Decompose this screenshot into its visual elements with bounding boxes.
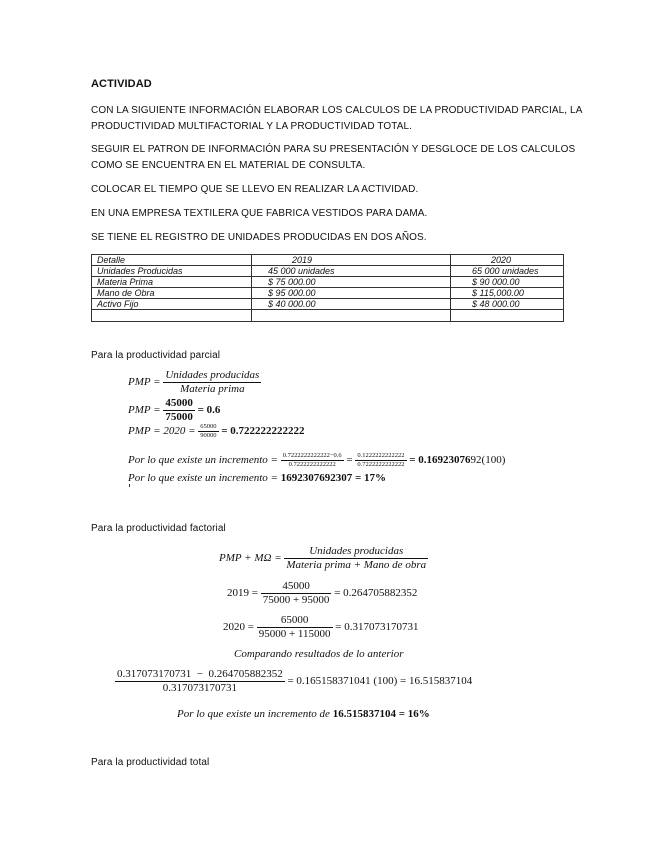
header-cell: Detalle [92,255,252,266]
comparison-result: = 0.165158371041 (100) = 16.515837104 [287,675,473,688]
increment-label: Por lo que existe un incremento de [177,708,330,720]
eq-denominator: 95000 + 115000 [258,628,331,640]
formula-numerator: Unidades producidas [284,545,428,559]
instruction-5: SE TIENE EL REGISTRO DE UNIDADES PRODUCIDAS EN DOS AÑOS. [91,232,427,243]
eq-label: PMP = [128,404,161,417]
production-data-table [91,254,564,322]
increment-fraction-2 [355,452,406,469]
eq-denominator: 75000 + 95000 [262,594,330,606]
partial-productivity-heading: Para la productividad parcial [91,350,221,361]
instruction-1-line-1: CON LA SIGUIENTE INFORMACIÓN ELABORAR LOS CALCULOS DE LA PRODUCTIVIDAD PARCIAL, LA [91,105,583,116]
table-cell: 45 000 unidades [252,266,451,277]
table-header-row [92,255,564,266]
compare-caption: Comparando resultados de lo anterior [234,648,404,660]
stray-mark [129,484,130,487]
increment-value: 1692307692307 = 17% [280,472,387,484]
partial-increment-conclusion [128,472,386,484]
table-cell: $ 48 000.00 [451,299,564,310]
increment-label: Por lo que existe un incremento = [128,454,278,467]
multifactor-increment-conclusion [177,708,430,720]
table-row [92,277,564,288]
eq-result: = 0.264705882352 [334,587,418,600]
fraction-numerator: 0.7222222222222−0.6 [282,452,342,459]
factorial-productivity-heading: Para la productividad factorial [91,523,226,534]
pmp-formula [128,369,261,396]
pmp-fraction [163,369,261,396]
eq-numerator: 65000 [200,423,217,430]
comparison-denominator: 0.317073170731 [162,682,237,694]
instruction-3: COLOCAR EL TIEMPO QUE SE LLEVO EN REALIZAR LA ACTIVIDAD. [91,184,419,195]
eq-denominator: 75000 [165,411,193,423]
header-cell: 2020 [451,255,564,266]
multifactor-comparison-equation [115,668,472,695]
header-cell: 2019 [252,255,451,266]
increment-label: Por lo que existe un incremento = [128,472,278,484]
table-cell: $ 95 000.00 [252,288,451,299]
instruction-4: EN UNA EMPRESA TEXTILERA QUE FABRICA VESTIDOS PARA DAMA. [91,208,428,219]
eq-fraction [198,423,218,440]
formula-fraction [284,545,428,572]
eq-denominator: 90000 [200,432,217,439]
eq-numerator: 45000 [261,580,332,594]
multifactor-2020-equation [223,614,418,641]
pmp-label: PMP = [128,376,161,389]
table-cell [92,310,252,322]
eq-numerator: 45000 [165,397,193,409]
table-cell: 65 000 unidades [451,266,564,277]
table-cell: Materia Prima [92,277,252,288]
table-row [92,299,564,310]
eq-numerator: 65000 [257,614,333,628]
increment-result-tail: 92(100) [470,454,506,467]
eq-result: = 0.6 [197,404,221,417]
table-row [92,310,564,322]
partial-increment-equation: Por lo que existe un incremento = $\frac{0.7222222222222-0.6}{0.7222222222222}$ = $\frac{0.1222222222222}{0.7222222222222}$ = 0.1692307692(100) [128,452,506,468]
table-cell: $ 40 000.00 [252,299,451,310]
fraction-numerator: 0.1222222222222 [357,452,405,459]
table-row [92,288,564,299]
increment-fraction-1 [281,452,344,469]
table-cell: $ 75 000.00 [252,277,451,288]
table-cell [451,310,564,322]
activity-title: ACTIVIDAD [91,78,152,90]
eq-result: = 0.722222222222 [221,425,305,438]
eq-fraction [257,614,333,641]
table-cell: $ 115,000.00 [451,288,564,299]
multifactor-2019-equation [227,580,417,607]
increment-result: = 0.16923076 [409,454,471,467]
table-row [92,266,564,277]
eq-label: 2019 = [227,587,258,600]
total-productivity-heading: Para la productividad total [91,757,210,768]
increment-value: 16.515837104 = 16% [332,708,430,720]
pmp-numerator: Unidades producidas [165,369,260,381]
instruction-2-line-1: SEGUIR EL PATRON DE INFORMACIÓN PARA SU PRESENTACIÓN Y DESGLOCE DE LOS CALCULOS [91,144,576,155]
instruction-2-line-2: COMO SE ENCUENTRA EN EL MATERIAL DE CONSULTA. [91,160,366,171]
comparison-numerator: 0.317073170731 − 0.264705882352 [117,668,283,680]
eq-fraction [163,397,195,424]
eq-label: PMP = 2020 = [128,425,196,438]
fraction-denominator: 0.7222222222222 [357,461,405,468]
fraction-denominator: 0.7222222222222 [288,461,336,468]
eq-fraction [261,580,332,607]
table-cell [252,310,451,322]
formula-denominator: Materia prima + Mano de obra [286,559,427,571]
pmp-2019-equation [128,397,220,424]
table-cell: Unidades Producidas [92,266,252,277]
pmp-denominator: Materia prima [180,383,245,395]
comparison-fraction [115,668,285,695]
eq-label: 2020 = [223,621,254,634]
instruction-1-line-2: PRODUCTIVIDAD MULTIFACTORIAL Y LA PRODUCTIVIDAD TOTAL. [91,121,413,132]
pmp-2020-equation [128,423,305,440]
multifactor-formula [219,545,428,572]
table-cell: Mano de Obra [92,288,252,299]
table-cell: $ 90 000.00 [451,277,564,288]
formula-label: PMP + MΩ = [219,552,282,565]
eq-result: = 0.317073170731 [335,621,419,634]
table-cell: Activo Fijo [92,299,252,310]
